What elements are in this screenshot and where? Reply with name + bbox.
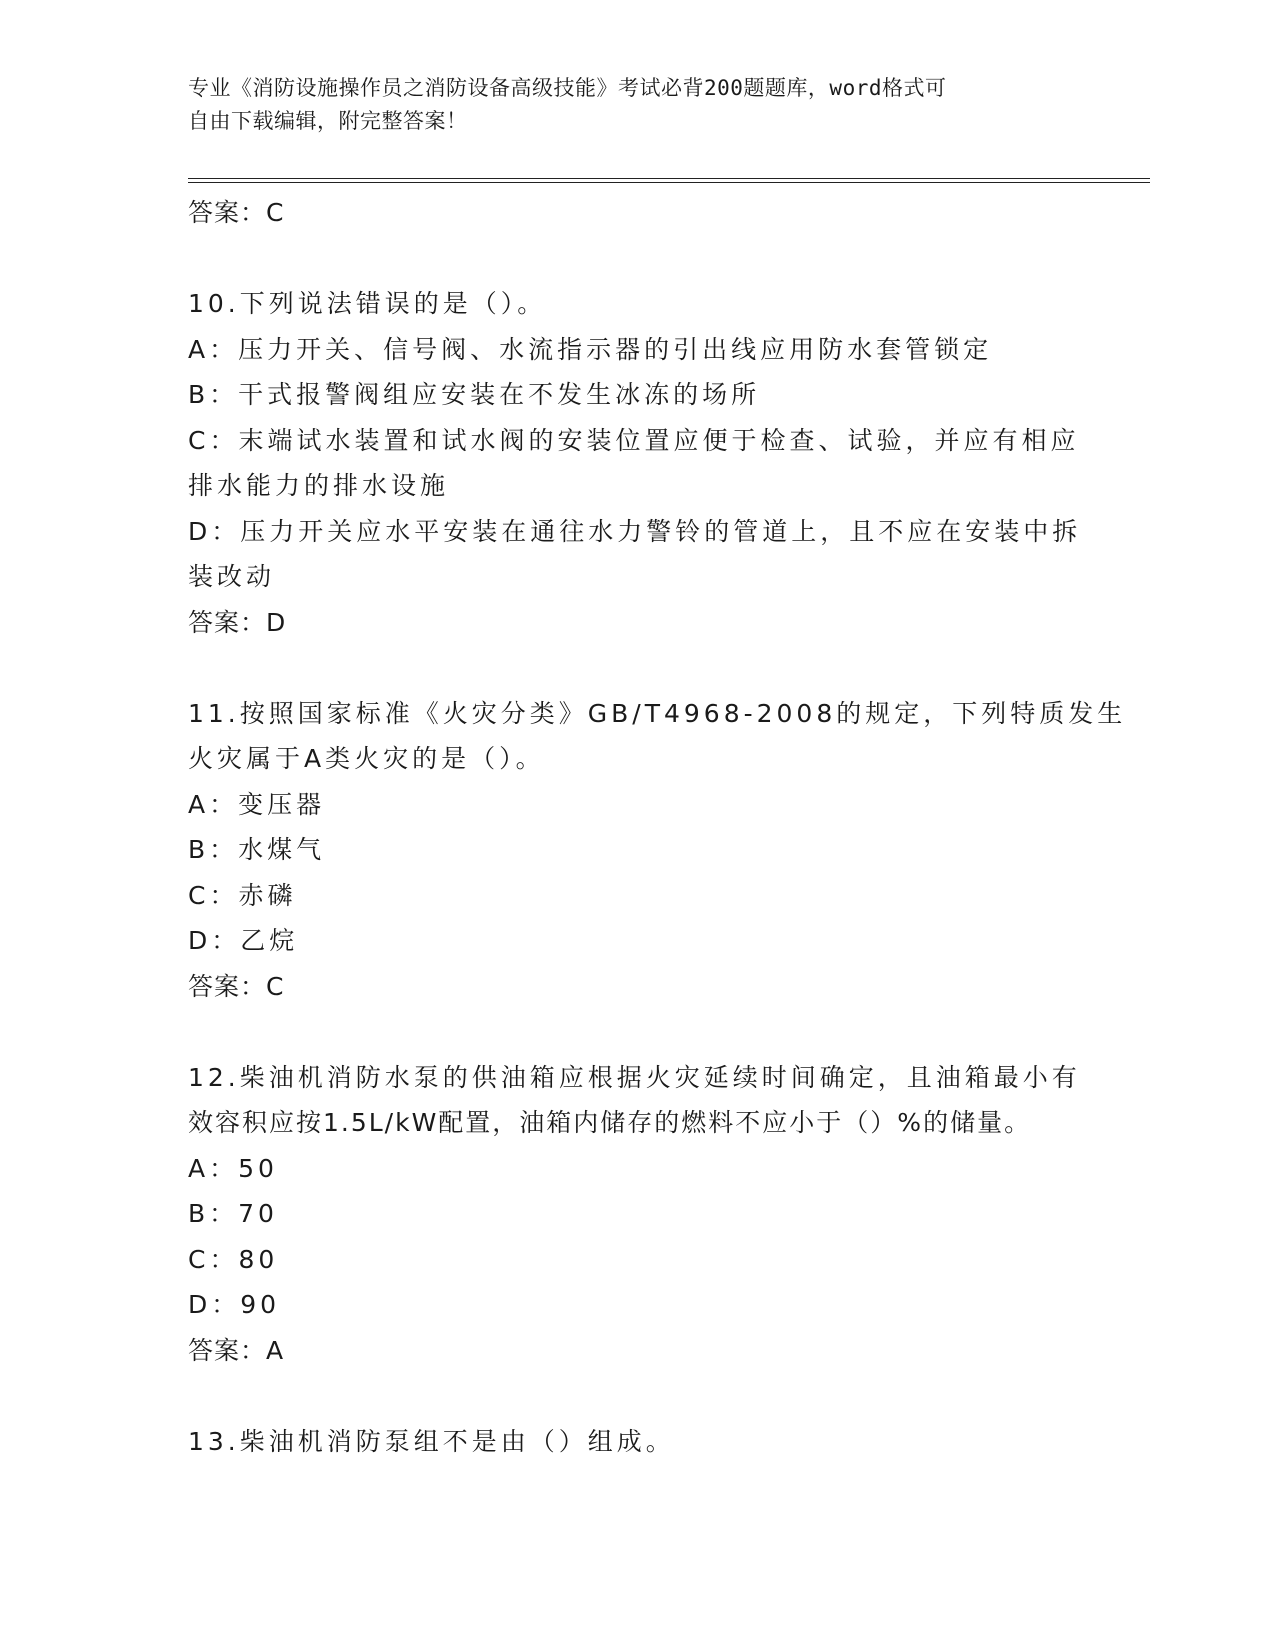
spacer	[188, 1373, 1088, 1419]
option-line: A：压力开关、信号阀、水流指示器的引出线应用防水套管锁定	[188, 334, 993, 364]
answer-line: 答案：A	[188, 1335, 285, 1365]
option-line: 排水能力的排水设施	[188, 471, 450, 500]
question-block	[188, 1055, 1088, 1374]
spacer	[188, 645, 1088, 691]
option-line: D：压力开关应水平安装在通往水力警铃的管道上，且不应在安装中拆	[188, 516, 1082, 546]
question-block	[188, 281, 1088, 645]
question-stem: 效容积应按1.5L/kW配置，油箱内储存的燃料不应小于（）%的储量。	[188, 1108, 1032, 1137]
answer-line: 答案：C	[188, 971, 285, 1001]
question-stem: 12.柴油机消防水泵的供油箱应根据火灾延续时间确定，且油箱最小有	[188, 1062, 1081, 1092]
option-line: A：50	[188, 1153, 278, 1183]
option-line: D：90	[188, 1290, 281, 1319]
option-line: C：末端试水装置和试水阀的安装位置应便于检查、试验，并应有相应	[188, 425, 1080, 455]
spacer	[188, 1009, 1088, 1055]
question-stem: 火灾属于A类火灾的是（）。	[188, 744, 545, 773]
option-line: C：赤磷	[188, 880, 297, 910]
option-line: C：80	[188, 1244, 279, 1274]
question-stem: 11.按照国家标准《火灾分类》GB/T4968-2008的规定，下列特质发生	[188, 698, 1127, 728]
header-line-2: 自由下载编辑，附完整答案！	[188, 109, 468, 133]
document-header	[188, 72, 1088, 138]
option-line: A：变压器	[188, 789, 326, 819]
question-stem: 13.柴油机消防泵组不是由（）组成。	[188, 1426, 675, 1456]
option-line: 装改动	[188, 562, 276, 591]
option-line: B：水煤气	[188, 835, 326, 864]
option-line: B：70	[188, 1199, 278, 1228]
option-line: B：干式报警阀组应安装在不发生冰冻的场所	[188, 380, 761, 409]
option-line: D：乙烷	[188, 926, 299, 955]
spacer	[188, 236, 1088, 282]
document-body	[188, 190, 1127, 1464]
answer-line: 答案：D	[188, 607, 287, 637]
header-divider-top	[188, 178, 1150, 179]
question-block	[188, 1419, 1088, 1465]
header-line-1: 专业《消防设施操作员之消防设备高级技能》考试必背200题题库，word格式可	[188, 76, 947, 100]
question-block	[188, 691, 1127, 1010]
answer-line: 答案：C	[188, 198, 285, 227]
header-divider-bottom	[188, 182, 1150, 183]
question-stem: 10.下列说法错误的是（）。	[188, 289, 547, 318]
